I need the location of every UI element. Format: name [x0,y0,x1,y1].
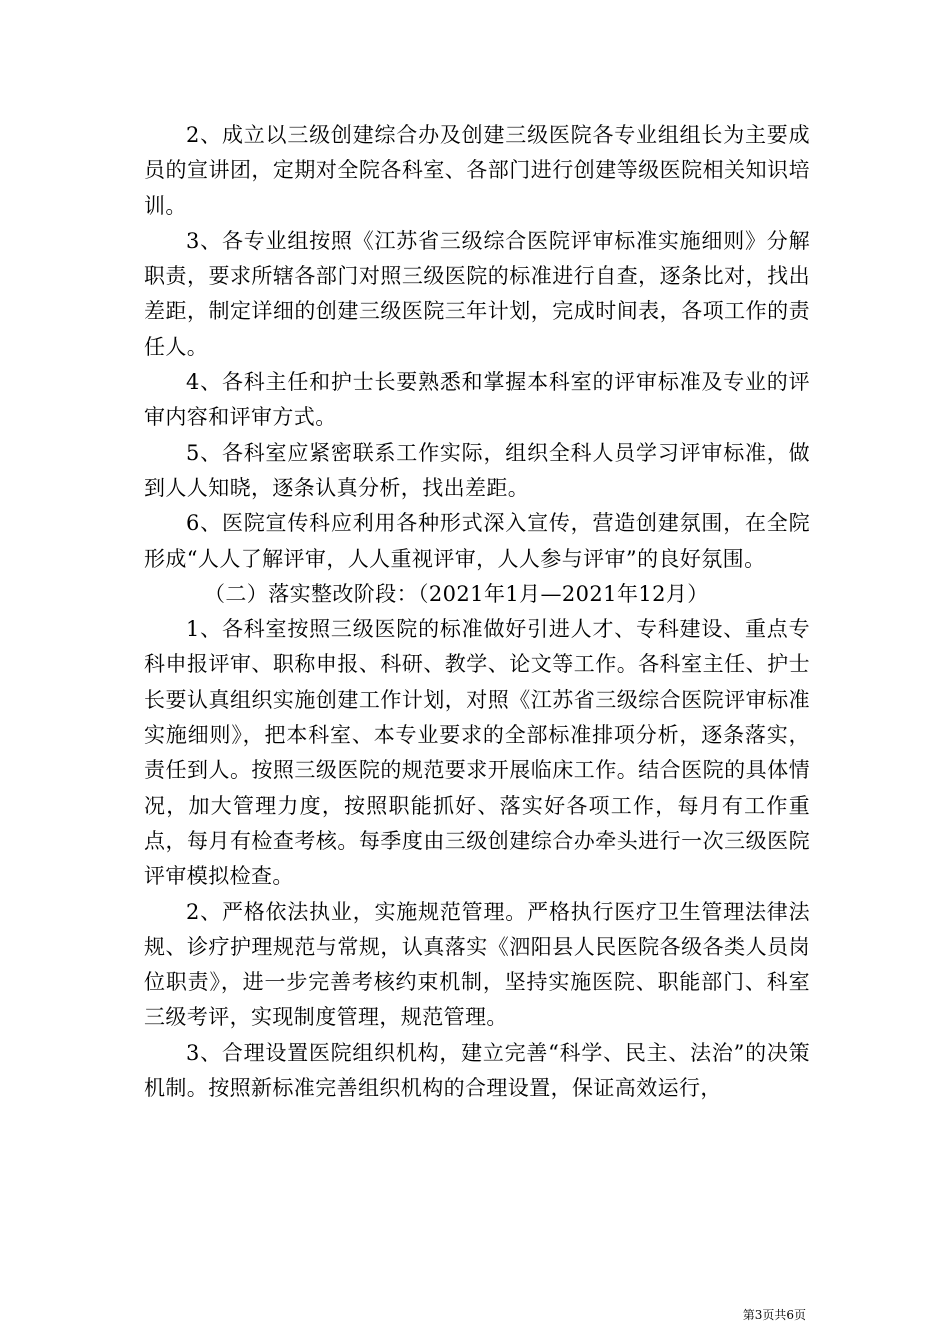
paragraph-publicity-team: 2、成立以三级创建综合办及创建三级医院各专业组组长为主要成员的宣讲团，定期对全院各科室、各部门进行创建等级医院相关知识培训。 [144,123,810,218]
paragraph-department-heads: 4、各科主任和护士长要熟悉和掌握本科室的评审标准及专业的评审内容和评审方式。 [144,370,810,430]
paragraph-implementation-standards: 1、各科室按照三级医院的标准做好引进人才、专科建设、重点专科申报评审、职称申报、科研、教学、论文等工作。各科室主任、护士长要认真组织实施创建工作计划，对照《江苏省三级综合医院评审标准实施细则》，把本科室、本专业要求的全部标准排项分析，逐条落实，责任到人。按照三级医院的规范要求开展临床工作。结合医院的具体情况，加大管理力度，按照职能抓好、落实好各项工作，每月有工作重点，每月有检查考核。每季度由三级创建综合办牵头进行一次三级医院评审模拟检查。 [144,617,810,889]
page-number: 第3页共6页 [742,1308,806,1322]
paragraph-lawful-practice: 2、严格依法执业，实施规范管理。严格执行医疗卫生管理法律法规、诊疗护理规范与常规，认真落实《泗阳县人民医院各级各类人员岗位职责》，进一步完善考核约束机制，坚持实施医院、职能部门、科室三级考评，实现制度管理，规范管理。 [144,899,810,1030]
paragraph-promotion: 6、医院宣传科应利用各种形式深入宣传，营造创建氛围，在全院形成“人人了解评审，人人重视评审，人人参与评审”的良好氛围。 [144,511,810,571]
section-heading-rectification-stage: （二）落实整改阶段：（2021年1月—2021年12月） [204,581,709,606]
paragraph-organization-structure: 3、合理设置医院组织机构，建立完善“科学、民主、法治”的决策机制。按照新标准完善组织机构的合理设置，保证高效运行， [144,1040,810,1101]
paragraph-staff-study: 5、各科室应紧密联系工作实际，组织全科人员学习评审标准，做到人人知晓，逐条认真分析，找出差距。 [144,440,810,500]
paragraph-responsibility-breakdown: 3、各专业组按照《江苏省三级综合医院评审标准实施细则》分解职责，要求所辖各部门对照三级医院的标准进行自查，逐条比对，找出差距，制定详细的创建三级医院三年计划，完成时间表，各项工作的责任人。 [144,228,810,359]
document-body [144,118,810,1106]
